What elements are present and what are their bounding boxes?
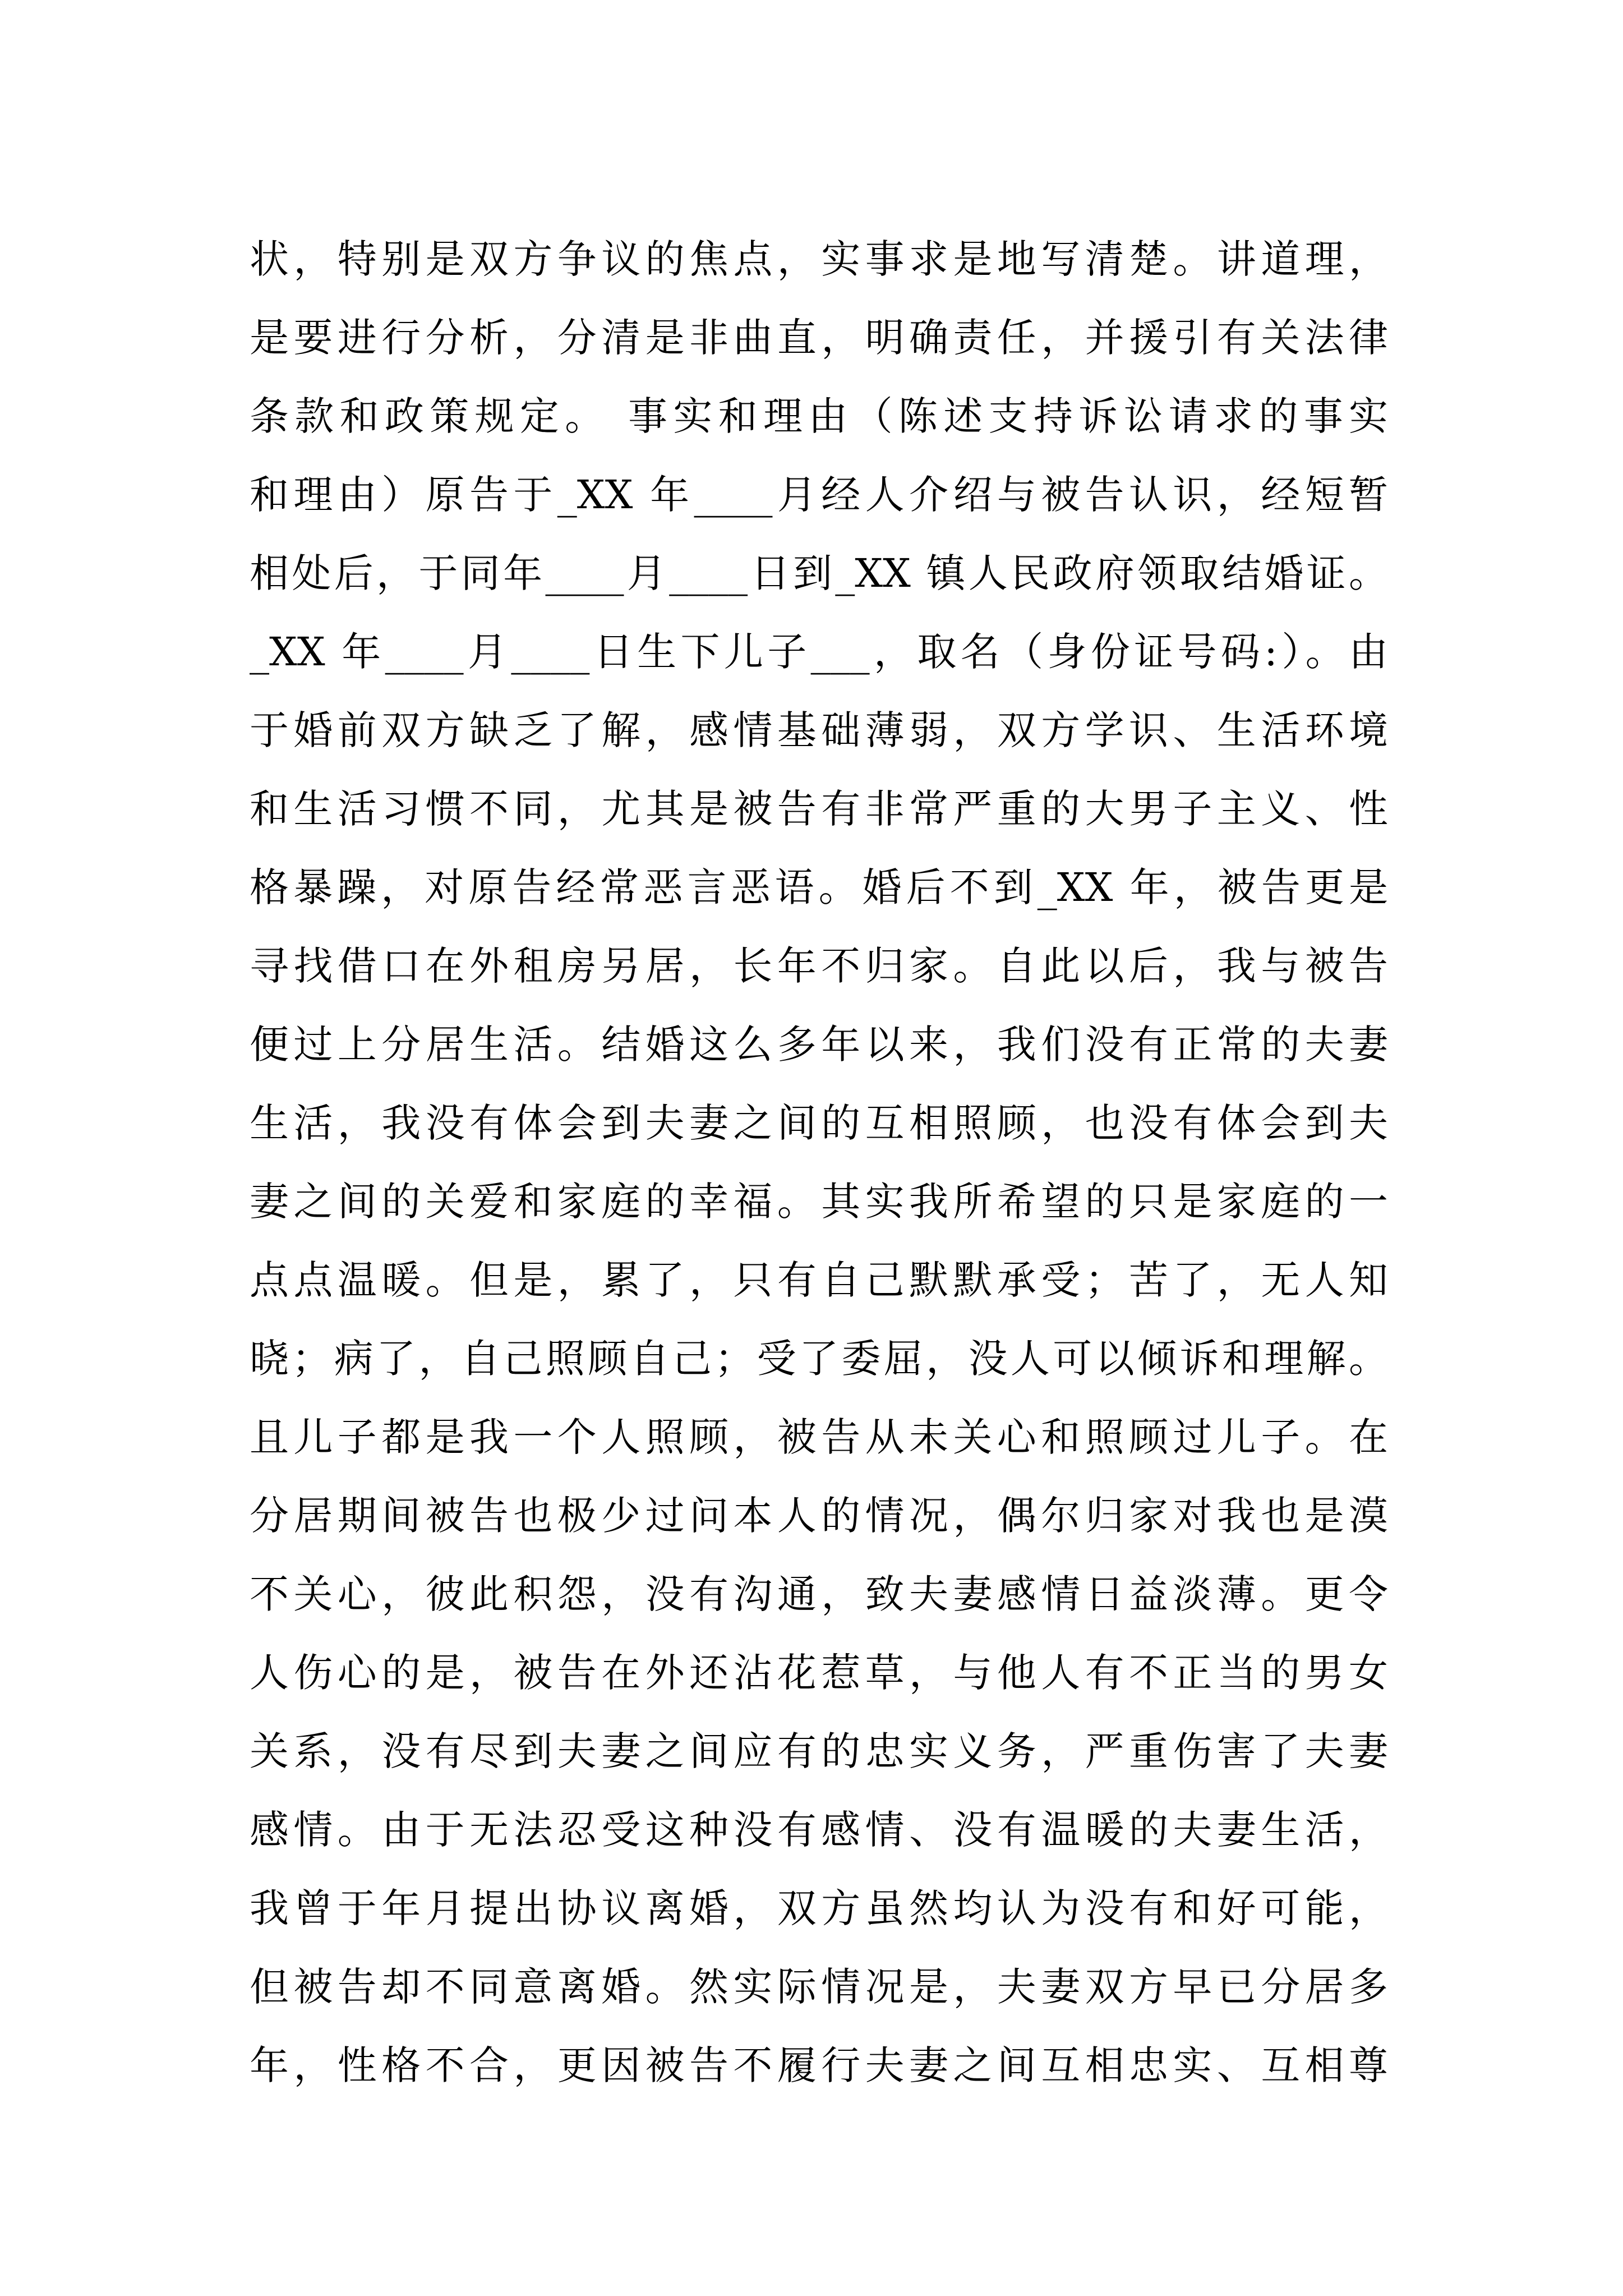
text-line: 点点温暖。但是，累了，只有自己默默承受；苦了，无人知	[250, 1257, 1388, 1303]
text-line: 和生活习惯不同，尤其是被告有非常严重的大男子主义、性	[250, 786, 1388, 832]
text-line: 不关心，彼此积怨，没有沟通，致夫妻感情日益淡薄。更令	[250, 1571, 1388, 1617]
text-line: 晓；病了，自己照顾自己；受了委屈，没人可以倾诉和理解。	[250, 1336, 1388, 1382]
text-line: 于婚前双方缺乏了解，感情基础薄弱，双方学识、生活环境	[250, 707, 1388, 753]
text-line: 我曾于年月提出协议离婚，双方虽然均认为没有和好可能，	[250, 1885, 1388, 1931]
text-line: 感情。由于无法忍受这种没有感情、没有温暖的夫妻生活，	[250, 1807, 1388, 1853]
text-line: 状，特别是双方争议的焦点，实事求是地写清楚。讲道理，	[250, 236, 1388, 282]
text-line: 寻找借口在外租房另居，长年不归家。自此以后，我与被告	[250, 943, 1388, 989]
text-line: 和理由）原告于_XX 年____月经人介绍与被告认识，经短暂	[250, 472, 1388, 518]
text-line: 妻之间的关爱和家庭的幸福。其实我所希望的只是家庭的一	[250, 1179, 1388, 1225]
text-line: 条款和政策规定。 事实和理由（陈述支持诉讼请求的事实	[250, 393, 1388, 439]
text-line: 是要进行分析，分清是非曲直，明确责任，并援引有关法律	[250, 315, 1388, 361]
text-line: _XX 年____月____日生下儿子___，取名（身份证号码:）。由	[250, 629, 1388, 675]
text-line: 人伤心的是，被告在外还沾花惹草，与他人有不正当的男女	[250, 1650, 1388, 1696]
text-line: 分居期间被告也极少过问本人的情况，偶尔归家对我也是漠	[250, 1493, 1388, 1539]
text-line: 格暴躁，对原告经常恶言恶语。婚后不到_XX 年，被告更是	[250, 864, 1388, 910]
body-text	[250, 220, 1388, 2105]
text-line: 但被告却不同意离婚。然实际情况是，夫妻双方早已分居多	[250, 1964, 1388, 2010]
text-line: 关系，没有尽到夫妻之间应有的忠实义务，严重伤害了夫妻	[250, 1728, 1388, 1774]
text-line: 年，性格不合，更因被告不履行夫妻之间互相忠实、互相尊	[250, 2042, 1388, 2088]
text-line: 生活，我没有体会到夫妻之间的互相照顾，也没有体会到夫	[250, 1100, 1388, 1146]
text-line: 相处后，于同年____月____日到_XX 镇人民政府领取结婚证。	[250, 550, 1388, 596]
text-line: 便过上分居生活。结婚这么多年以来，我们没有正常的夫妻	[250, 1022, 1388, 1068]
text-line: 且儿子都是我一个人照顾，被告从未关心和照顾过儿子。在	[250, 1414, 1388, 1460]
